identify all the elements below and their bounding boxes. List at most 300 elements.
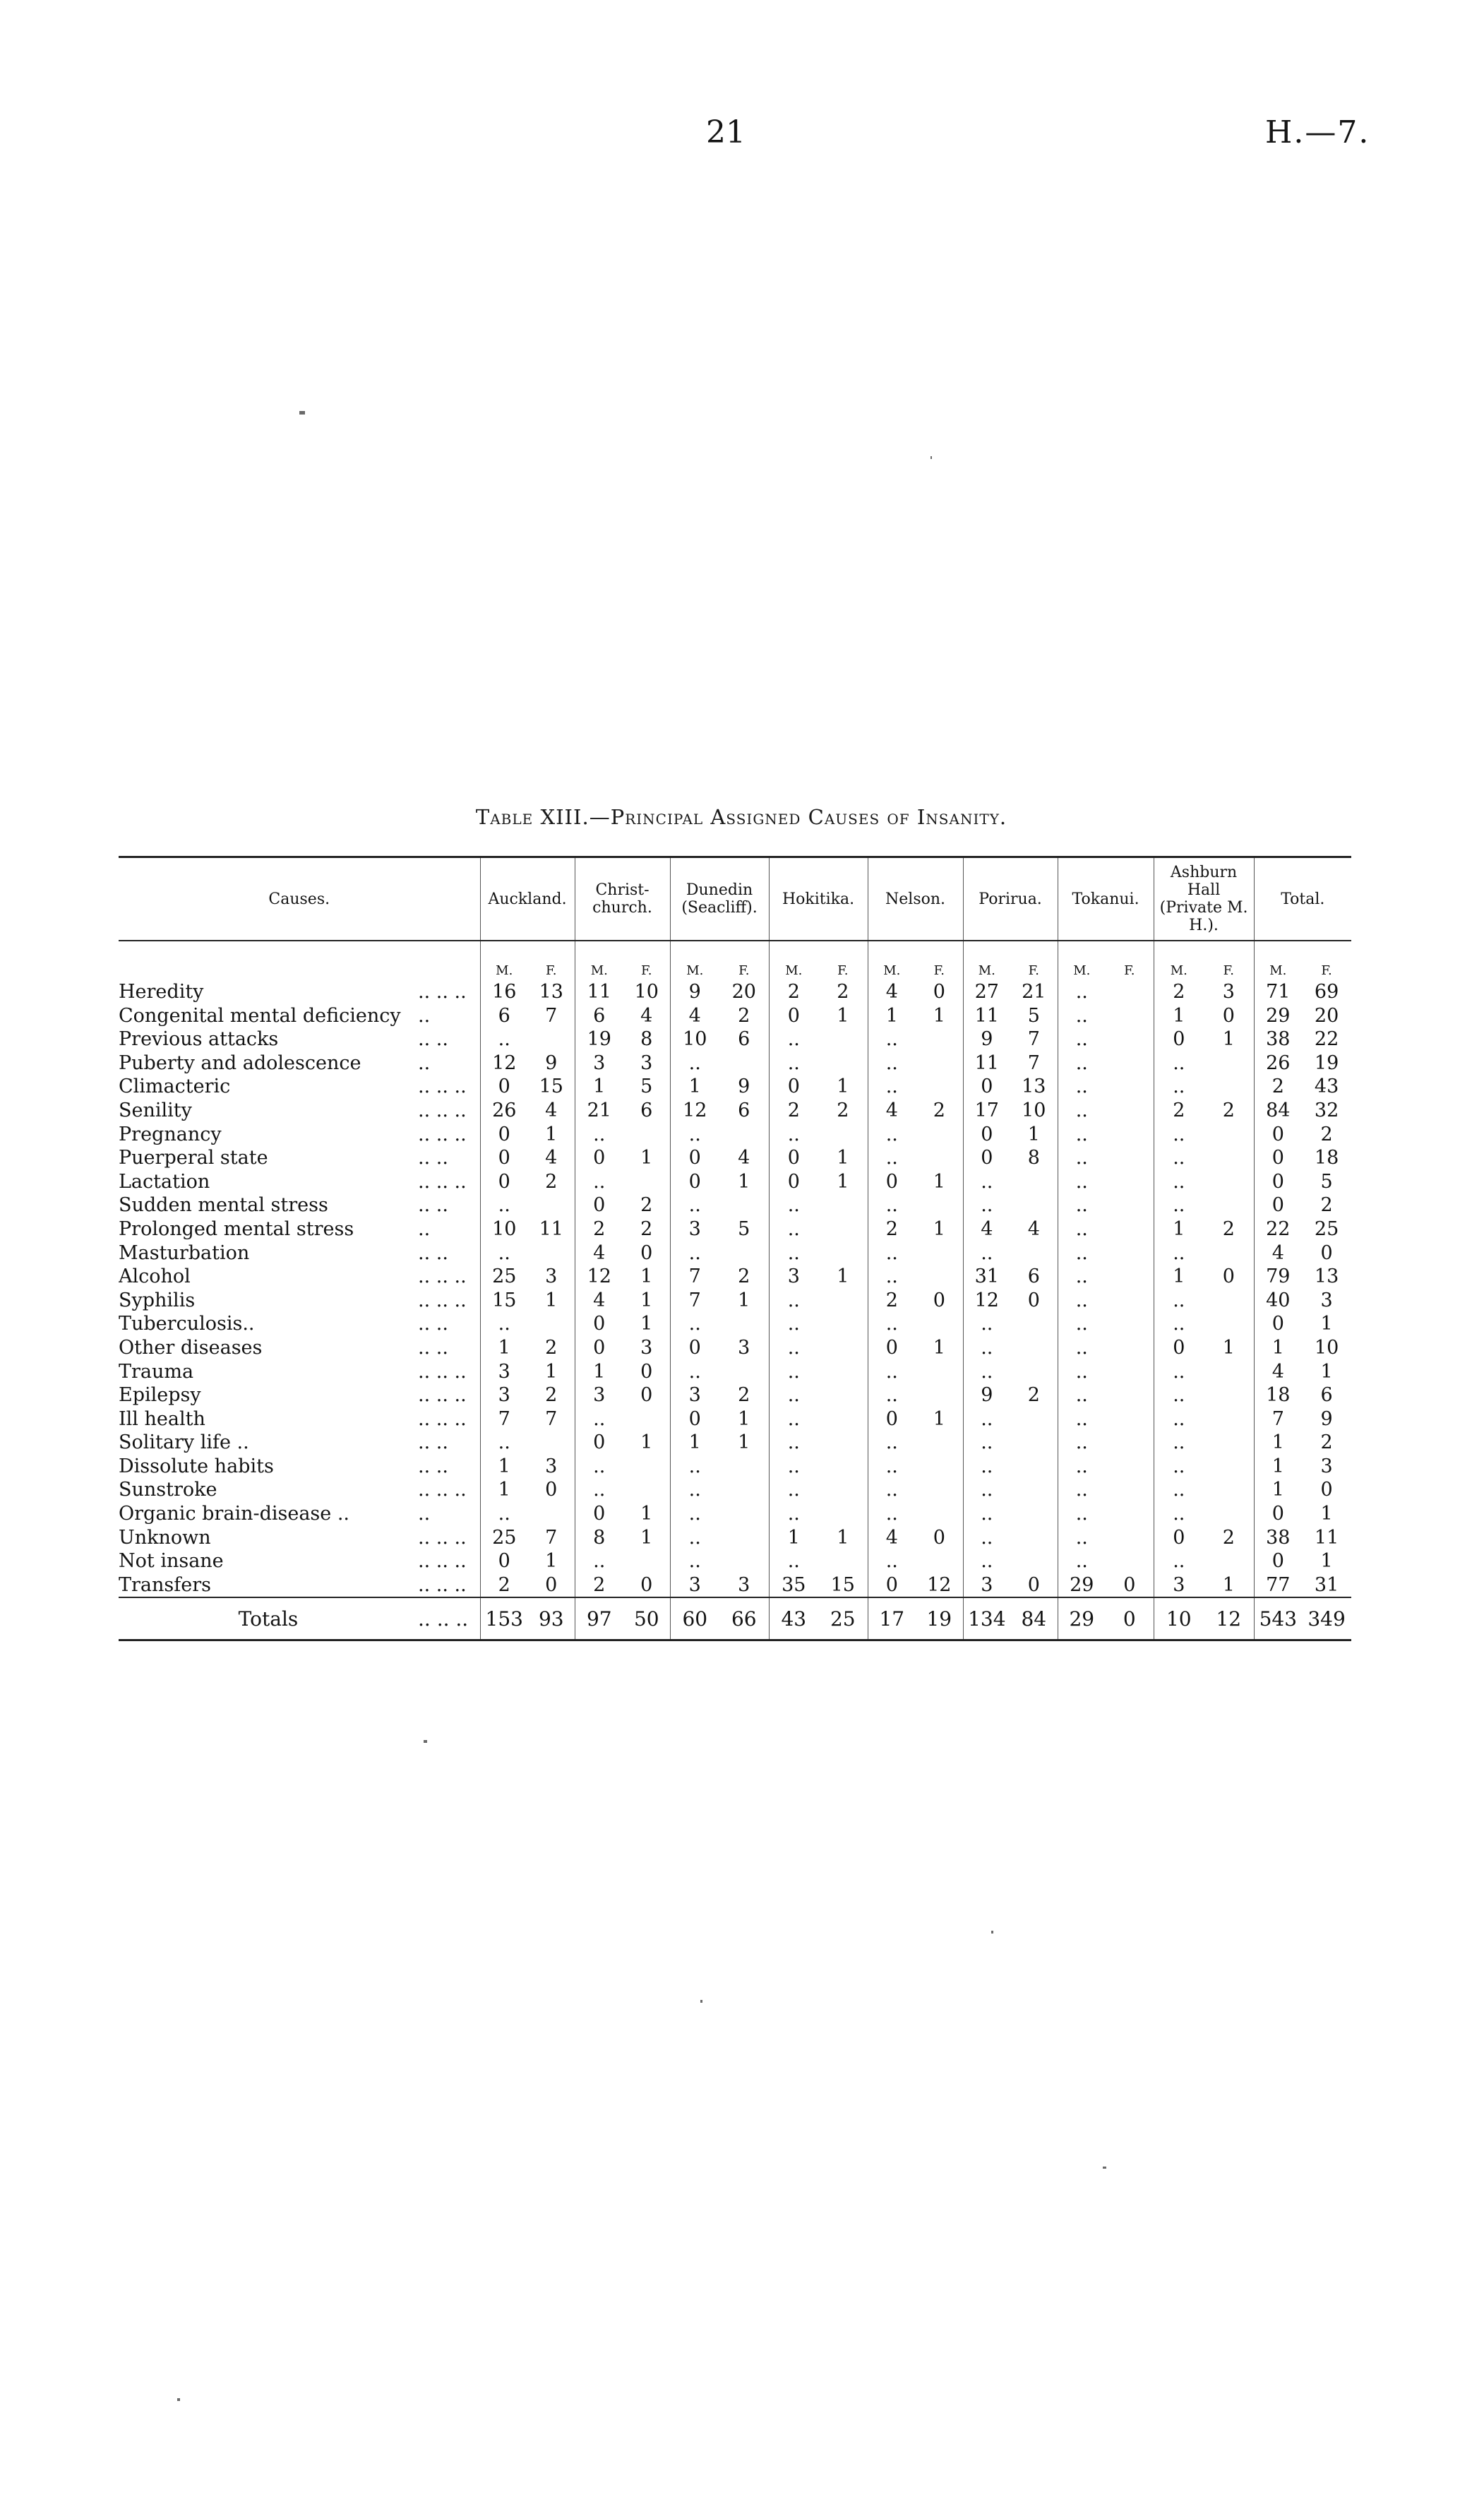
female-count-cell: 1 (640, 1147, 653, 1169)
male-count-cell: 10 (670, 1027, 719, 1052)
male-count-cell: 3 (575, 1052, 623, 1076)
table-row-leader-dots: .. (418, 1503, 431, 1525)
male-count-cell: .. (868, 1478, 916, 1502)
female-count-cell: 7 (545, 1407, 558, 1430)
female-count-cell: 7 (1027, 1028, 1040, 1051)
male-count-cell: 0 (480, 1549, 528, 1573)
female-count-cell (916, 1360, 963, 1384)
table-body (119, 980, 1351, 1640)
female-count-cell: 2 (1320, 1123, 1333, 1145)
female-count-cell (1106, 1004, 1154, 1028)
table-row-leader-dots: .. .. (418, 1431, 448, 1454)
female-count-cell (818, 1383, 868, 1407)
female-count-cell: 8 (640, 1028, 653, 1051)
table-row (119, 1455, 1351, 1479)
male-count-cell: 0 (670, 1336, 719, 1360)
table-title: Table XIII.—Principal Assigned Causes of Insanity. (475, 805, 1007, 829)
female-count-cell (528, 1502, 575, 1526)
male-count-cell: .. (769, 1431, 818, 1455)
female-count-cell: 15 (830, 1573, 855, 1596)
female-count-cell (916, 1502, 963, 1526)
table-row-leader-dots: .. .. .. (418, 1573, 467, 1596)
female-count-cell: 0 (640, 1573, 653, 1596)
female-count-cell (1204, 1241, 1254, 1265)
female-count-cell (528, 1027, 575, 1052)
female-count-cell (1010, 1336, 1058, 1360)
table-row-leader-dots: .. .. .. (418, 1170, 467, 1193)
female-count-cell (818, 1241, 868, 1265)
female-count-cell (623, 1123, 670, 1147)
female-count-cell (719, 1052, 769, 1076)
female-count-cell: 2 (1320, 1194, 1333, 1217)
male-count-cell: 1 (1254, 1336, 1302, 1360)
male-count-cell: .. (963, 1502, 1010, 1526)
male-count-cell: .. (1058, 1549, 1106, 1573)
table-row-cause: Puerperal state (119, 1147, 268, 1169)
male-count-cell: .. (868, 1455, 916, 1479)
female-count-cell (1010, 1478, 1058, 1502)
male-count-cell: 0 (575, 1431, 623, 1455)
female-count-cell: 9 (1320, 1407, 1333, 1430)
table-row-cause: Sunstroke (119, 1479, 217, 1501)
female-count-cell: 50 (623, 1597, 670, 1640)
female-count-cell (916, 1146, 963, 1170)
table-row-cause: Transfers (119, 1573, 211, 1596)
male-count-cell: 3 (575, 1383, 623, 1407)
male-count-cell: .. (868, 1312, 916, 1336)
female-subheader: F. (1028, 963, 1040, 978)
female-count-cell: 0 (933, 1289, 945, 1311)
male-count-cell: .. (1154, 1502, 1204, 1526)
male-count-cell: 43 (769, 1597, 818, 1640)
male-count-cell: 0 (769, 1075, 818, 1099)
male-count-cell: 3 (769, 1265, 818, 1289)
male-count-cell: .. (1058, 1217, 1106, 1241)
header-column: Auckland. (480, 857, 575, 941)
male-count-cell: 29 (1058, 1597, 1106, 1640)
male-count-cell: .. (670, 1502, 719, 1526)
male-count-cell: 18 (1254, 1383, 1302, 1407)
male-count-cell: .. (769, 1052, 818, 1076)
female-count-cell: 2 (1027, 1384, 1040, 1407)
female-count-cell: 1 (1320, 1360, 1333, 1383)
male-count-cell: 0 (963, 1075, 1010, 1099)
male-count-cell: .. (670, 1478, 719, 1502)
male-count-cell: .. (769, 1123, 818, 1147)
table-row-leader-dots: .. (418, 1217, 431, 1240)
male-count-cell: 19 (575, 1027, 623, 1052)
female-count-cell: 13 (1022, 1076, 1046, 1098)
female-count-cell: 11 (1314, 1526, 1339, 1549)
male-count-cell: .. (1154, 1241, 1204, 1265)
female-count-cell: 1 (933, 1004, 945, 1027)
male-count-cell: 84 (1254, 1099, 1302, 1123)
female-count-cell: 4 (545, 1099, 558, 1121)
male-count-cell: .. (963, 1360, 1010, 1384)
female-count-cell: 93 (528, 1597, 575, 1640)
male-count-cell: .. (769, 1336, 818, 1360)
female-count-cell (1106, 1241, 1154, 1265)
female-subheader: F. (933, 963, 945, 978)
male-count-cell: .. (769, 1407, 818, 1431)
male-count-cell: 7 (480, 1407, 528, 1431)
female-count-cell: 1 (640, 1503, 653, 1525)
male-count-cell: 3 (670, 1217, 719, 1241)
table-row (119, 1336, 1351, 1360)
female-count-cell: 8 (1027, 1147, 1040, 1169)
female-count-cell: 1 (1320, 1313, 1333, 1335)
male-count-cell: .. (1154, 1455, 1204, 1479)
male-count-cell: .. (1058, 1526, 1106, 1550)
female-count-cell (818, 1455, 868, 1479)
table-row-cause: Solitary life .. (119, 1431, 249, 1454)
male-count-cell: 3 (670, 1383, 719, 1407)
female-count-cell: 1 (1320, 1503, 1333, 1525)
table-row-cause: Ill health (119, 1407, 205, 1430)
female-count-cell (623, 1407, 670, 1431)
female-count-cell: 2 (738, 1265, 750, 1288)
female-count-cell (1204, 1075, 1254, 1099)
female-count-cell (916, 1549, 963, 1573)
female-count-cell: 1 (738, 1407, 750, 1430)
male-count-cell: 0 (963, 1123, 1010, 1147)
male-count-cell: .. (963, 1193, 1010, 1217)
female-count-cell: 0 (1222, 1265, 1235, 1288)
female-count-cell: 3 (640, 1336, 653, 1359)
female-count-cell: 7 (1027, 1052, 1040, 1074)
table-row (119, 1146, 1351, 1170)
male-count-cell: 1 (1154, 1217, 1204, 1241)
female-count-cell (1106, 1336, 1154, 1360)
header-column: Nelson. (868, 857, 963, 941)
table-row-leader-dots: .. .. .. (418, 1526, 467, 1549)
male-count-cell: 0 (1254, 1193, 1302, 1217)
female-count-cell: 32 (1314, 1099, 1339, 1121)
female-count-cell (1204, 1407, 1254, 1431)
table-row-cause: Alcohol (119, 1265, 191, 1288)
male-count-cell: 0 (670, 1407, 719, 1431)
male-count-cell: 4 (575, 1241, 623, 1265)
male-count-cell: 38 (1254, 1526, 1302, 1550)
female-count-cell (1106, 1027, 1154, 1052)
male-count-cell: .. (769, 1027, 818, 1052)
female-count-cell: 5 (1027, 1004, 1040, 1027)
female-count-cell (528, 1431, 575, 1455)
male-count-cell: 0 (575, 1502, 623, 1526)
female-count-cell (1106, 1146, 1154, 1170)
male-count-cell: .. (963, 1455, 1010, 1479)
table-row (119, 1217, 1351, 1241)
male-count-cell: .. (480, 1241, 528, 1265)
table-row-leader-dots: .. (418, 1004, 431, 1027)
female-count-cell (1106, 1170, 1154, 1194)
male-count-cell: .. (1154, 1360, 1204, 1384)
female-count-cell (1204, 1123, 1254, 1147)
male-count-cell: 7 (670, 1265, 719, 1289)
male-count-cell: 1 (480, 1336, 528, 1360)
male-count-cell: 1 (769, 1526, 818, 1550)
female-count-cell (818, 1027, 868, 1052)
male-count-cell: 0 (769, 1170, 818, 1194)
female-count-cell: 2 (933, 1099, 945, 1121)
male-count-cell: 3 (480, 1360, 528, 1384)
table-row-cause: Lactation (119, 1170, 210, 1193)
female-count-cell (623, 1455, 670, 1479)
table-row-leader-dots: .. .. .. (418, 1076, 467, 1098)
male-count-cell: .. (1058, 1431, 1106, 1455)
table-row-leader-dots: .. .. .. (418, 1099, 467, 1121)
female-count-cell: 3 (1320, 1455, 1333, 1477)
male-count-cell: 25 (480, 1265, 528, 1289)
male-count-cell: 1 (480, 1478, 528, 1502)
sex-subheader-row (119, 941, 1351, 980)
table-row (119, 1502, 1351, 1526)
header-column: Porirua. (963, 857, 1058, 941)
female-count-cell: 0 (1123, 1573, 1136, 1596)
male-count-cell: 1 (1154, 1004, 1204, 1028)
male-count-cell: .. (1058, 1004, 1106, 1028)
female-count-cell: 1 (640, 1313, 653, 1335)
female-count-cell: 1 (837, 1076, 849, 1098)
female-count-cell (1106, 1312, 1154, 1336)
male-count-cell: 0 (868, 1170, 916, 1194)
table-row-cause: Other diseases (119, 1336, 263, 1359)
table-row (119, 1360, 1351, 1384)
table-row (119, 1099, 1351, 1123)
male-count-cell: .. (480, 1193, 528, 1217)
table-row (119, 1027, 1351, 1052)
male-count-cell: 6 (575, 1004, 623, 1028)
male-count-cell: .. (868, 1146, 916, 1170)
female-count-cell: 12 (927, 1573, 952, 1596)
header-column: Ashburn Hall (Private M. H.). (1154, 857, 1254, 941)
female-count-cell (1106, 1123, 1154, 1147)
female-count-cell: 2 (1222, 1099, 1235, 1121)
female-count-cell (1204, 1383, 1254, 1407)
table-row-cause: Organic brain-disease .. (119, 1503, 350, 1525)
female-count-cell (1010, 1407, 1058, 1431)
female-count-cell (1106, 980, 1154, 1004)
header-column: Christ-church. (575, 857, 670, 941)
table-row-leader-dots: .. .. .. (418, 1550, 467, 1573)
male-count-cell: .. (963, 1526, 1010, 1550)
table-row-cause: Pregnancy (119, 1123, 222, 1145)
male-subheader: M. (670, 941, 719, 980)
male-count-cell: .. (1058, 1146, 1106, 1170)
female-count-cell: 69 (1314, 981, 1339, 1003)
totals-row-cause: Totals (119, 1597, 418, 1640)
female-count-cell: 1 (738, 1170, 750, 1193)
female-count-cell (1106, 1502, 1154, 1526)
male-count-cell: 2 (769, 1099, 818, 1123)
male-count-cell: .. (1058, 1312, 1106, 1336)
female-count-cell: 1 (837, 1004, 849, 1027)
female-count-cell: 1 (738, 1431, 750, 1454)
female-count-cell: 2 (837, 1099, 849, 1121)
male-count-cell: 0 (1254, 1170, 1302, 1194)
female-count-cell (818, 1312, 868, 1336)
male-count-cell: .. (769, 1241, 818, 1265)
page-reference: H.—7. (1265, 114, 1370, 150)
female-count-cell: 1 (640, 1265, 653, 1288)
male-count-cell: 4 (868, 1526, 916, 1550)
scan-speck (1103, 2167, 1106, 2169)
male-count-cell: 7 (670, 1289, 719, 1313)
female-count-cell: 84 (1010, 1597, 1058, 1640)
female-count-cell: 4 (1027, 1217, 1040, 1240)
table-row (119, 1004, 1351, 1028)
male-count-cell: .. (670, 1455, 719, 1479)
female-count-cell: 0 (933, 1526, 945, 1549)
female-count-cell: 25 (818, 1597, 868, 1640)
table-row (119, 1407, 1351, 1431)
female-count-cell (719, 1360, 769, 1384)
female-count-cell (1010, 1455, 1058, 1479)
male-count-cell: 4 (670, 1004, 719, 1028)
female-count-cell: 13 (539, 981, 563, 1003)
female-count-cell: 1 (837, 1265, 849, 1288)
table-row-cause: Masturbation (119, 1241, 250, 1264)
male-count-cell: .. (1058, 1265, 1106, 1289)
male-count-cell: 31 (963, 1265, 1010, 1289)
female-count-cell (1106, 1360, 1154, 1384)
female-count-cell (1204, 1360, 1254, 1384)
male-count-cell: .. (1154, 1312, 1204, 1336)
female-count-cell: 3 (640, 1052, 653, 1074)
female-count-cell: 2 (1222, 1217, 1235, 1240)
female-count-cell (916, 1312, 963, 1336)
male-count-cell: .. (670, 1193, 719, 1217)
female-count-cell: 21 (1022, 981, 1046, 1003)
female-count-cell: 0 (1320, 1479, 1333, 1501)
female-count-cell (1204, 1146, 1254, 1170)
female-count-cell (719, 1312, 769, 1336)
table-row-cause: Dissolute habits (119, 1455, 274, 1477)
female-count-cell (528, 1312, 575, 1336)
male-count-cell: 0 (868, 1336, 916, 1360)
female-count-cell (1010, 1241, 1058, 1265)
male-count-cell: .. (963, 1312, 1010, 1336)
table-row (119, 1265, 1351, 1289)
male-count-cell: 1 (670, 1075, 719, 1099)
female-count-cell: 5 (1320, 1170, 1333, 1193)
female-count-cell (1010, 1170, 1058, 1194)
totals-row (119, 1597, 1351, 1640)
male-count-cell: 0 (670, 1170, 719, 1194)
female-count-cell (818, 1502, 868, 1526)
male-count-cell: 0 (1154, 1336, 1204, 1360)
male-count-cell: 0 (963, 1146, 1010, 1170)
female-count-cell (916, 1478, 963, 1502)
male-count-cell: .. (1058, 1241, 1106, 1265)
female-count-cell: 18 (1314, 1147, 1339, 1169)
female-count-cell: 0 (640, 1241, 653, 1264)
male-subheader: M. (1058, 941, 1106, 980)
table-row (119, 1052, 1351, 1076)
female-count-cell: 66 (719, 1597, 769, 1640)
scan-speck (299, 411, 305, 415)
table-row (119, 1549, 1351, 1573)
male-count-cell: 0 (480, 1123, 528, 1147)
table-row (119, 1241, 1351, 1265)
female-count-cell (1204, 1478, 1254, 1502)
male-count-cell: 38 (1254, 1027, 1302, 1052)
table-row-leader-dots: .. .. .. (418, 1265, 467, 1288)
male-count-cell: .. (868, 1241, 916, 1265)
female-count-cell (1106, 1099, 1154, 1123)
female-count-cell: 3 (545, 1265, 558, 1288)
female-count-cell (1106, 1193, 1154, 1217)
female-count-cell: 1 (640, 1431, 653, 1454)
male-count-cell: .. (480, 1027, 528, 1052)
header-column: Total. (1254, 857, 1351, 941)
male-count-cell: .. (868, 1360, 916, 1384)
male-count-cell: .. (1058, 1455, 1106, 1479)
male-count-cell: .. (963, 1549, 1010, 1573)
female-count-cell: 1 (640, 1289, 653, 1311)
female-count-cell: 3 (1320, 1289, 1333, 1311)
female-subheader: F. (1321, 963, 1332, 978)
female-count-cell (818, 1336, 868, 1360)
male-count-cell: 2 (1154, 1099, 1204, 1123)
male-count-cell: 4 (868, 1099, 916, 1123)
female-count-cell: 1 (545, 1123, 558, 1145)
male-count-cell: .. (1154, 1075, 1204, 1099)
table-row-cause: Heredity (119, 981, 204, 1003)
male-count-cell: 26 (480, 1099, 528, 1123)
male-count-cell: .. (1058, 1123, 1106, 1147)
female-count-cell (818, 1407, 868, 1431)
male-count-cell: 0 (1154, 1027, 1204, 1052)
female-count-cell: 20 (731, 981, 756, 1003)
table-row (119, 1526, 1351, 1550)
table-row-cause: Sudden mental stress (119, 1194, 328, 1217)
male-count-cell: 0 (868, 1407, 916, 1431)
female-count-cell (1106, 1075, 1154, 1099)
female-count-cell: 3 (738, 1573, 750, 1596)
female-count-cell: 2 (545, 1336, 558, 1359)
male-count-cell: 11 (963, 1004, 1010, 1028)
female-count-cell (1106, 1383, 1154, 1407)
female-count-cell: 5 (738, 1217, 750, 1240)
scan-speck (991, 1931, 993, 1934)
female-count-cell (1010, 1312, 1058, 1336)
table-row-cause: Puberty and adolescence (119, 1052, 361, 1074)
male-count-cell: .. (868, 1193, 916, 1217)
female-subheader: F. (837, 963, 849, 978)
male-count-cell: .. (769, 1217, 818, 1241)
female-count-cell: 1 (933, 1336, 945, 1359)
female-count-cell (818, 1193, 868, 1217)
male-count-cell: .. (868, 1265, 916, 1289)
male-count-cell: .. (769, 1478, 818, 1502)
table-row-cause: Trauma (119, 1360, 194, 1383)
male-subheader: M. (1254, 941, 1302, 980)
male-count-cell: 8 (575, 1526, 623, 1550)
female-count-cell: 43 (1314, 1076, 1339, 1098)
table-row (119, 1289, 1351, 1313)
female-count-cell: 4 (738, 1147, 750, 1169)
male-count-cell: 0 (480, 1170, 528, 1194)
male-count-cell: 97 (575, 1597, 623, 1640)
female-count-cell (528, 1241, 575, 1265)
male-count-cell: .. (1058, 980, 1106, 1004)
male-count-cell: 9 (670, 980, 719, 1004)
male-count-cell: 0 (480, 1146, 528, 1170)
male-subheader: M. (480, 941, 528, 980)
male-count-cell: 0 (1254, 1146, 1302, 1170)
female-count-cell: 1 (1027, 1123, 1040, 1145)
